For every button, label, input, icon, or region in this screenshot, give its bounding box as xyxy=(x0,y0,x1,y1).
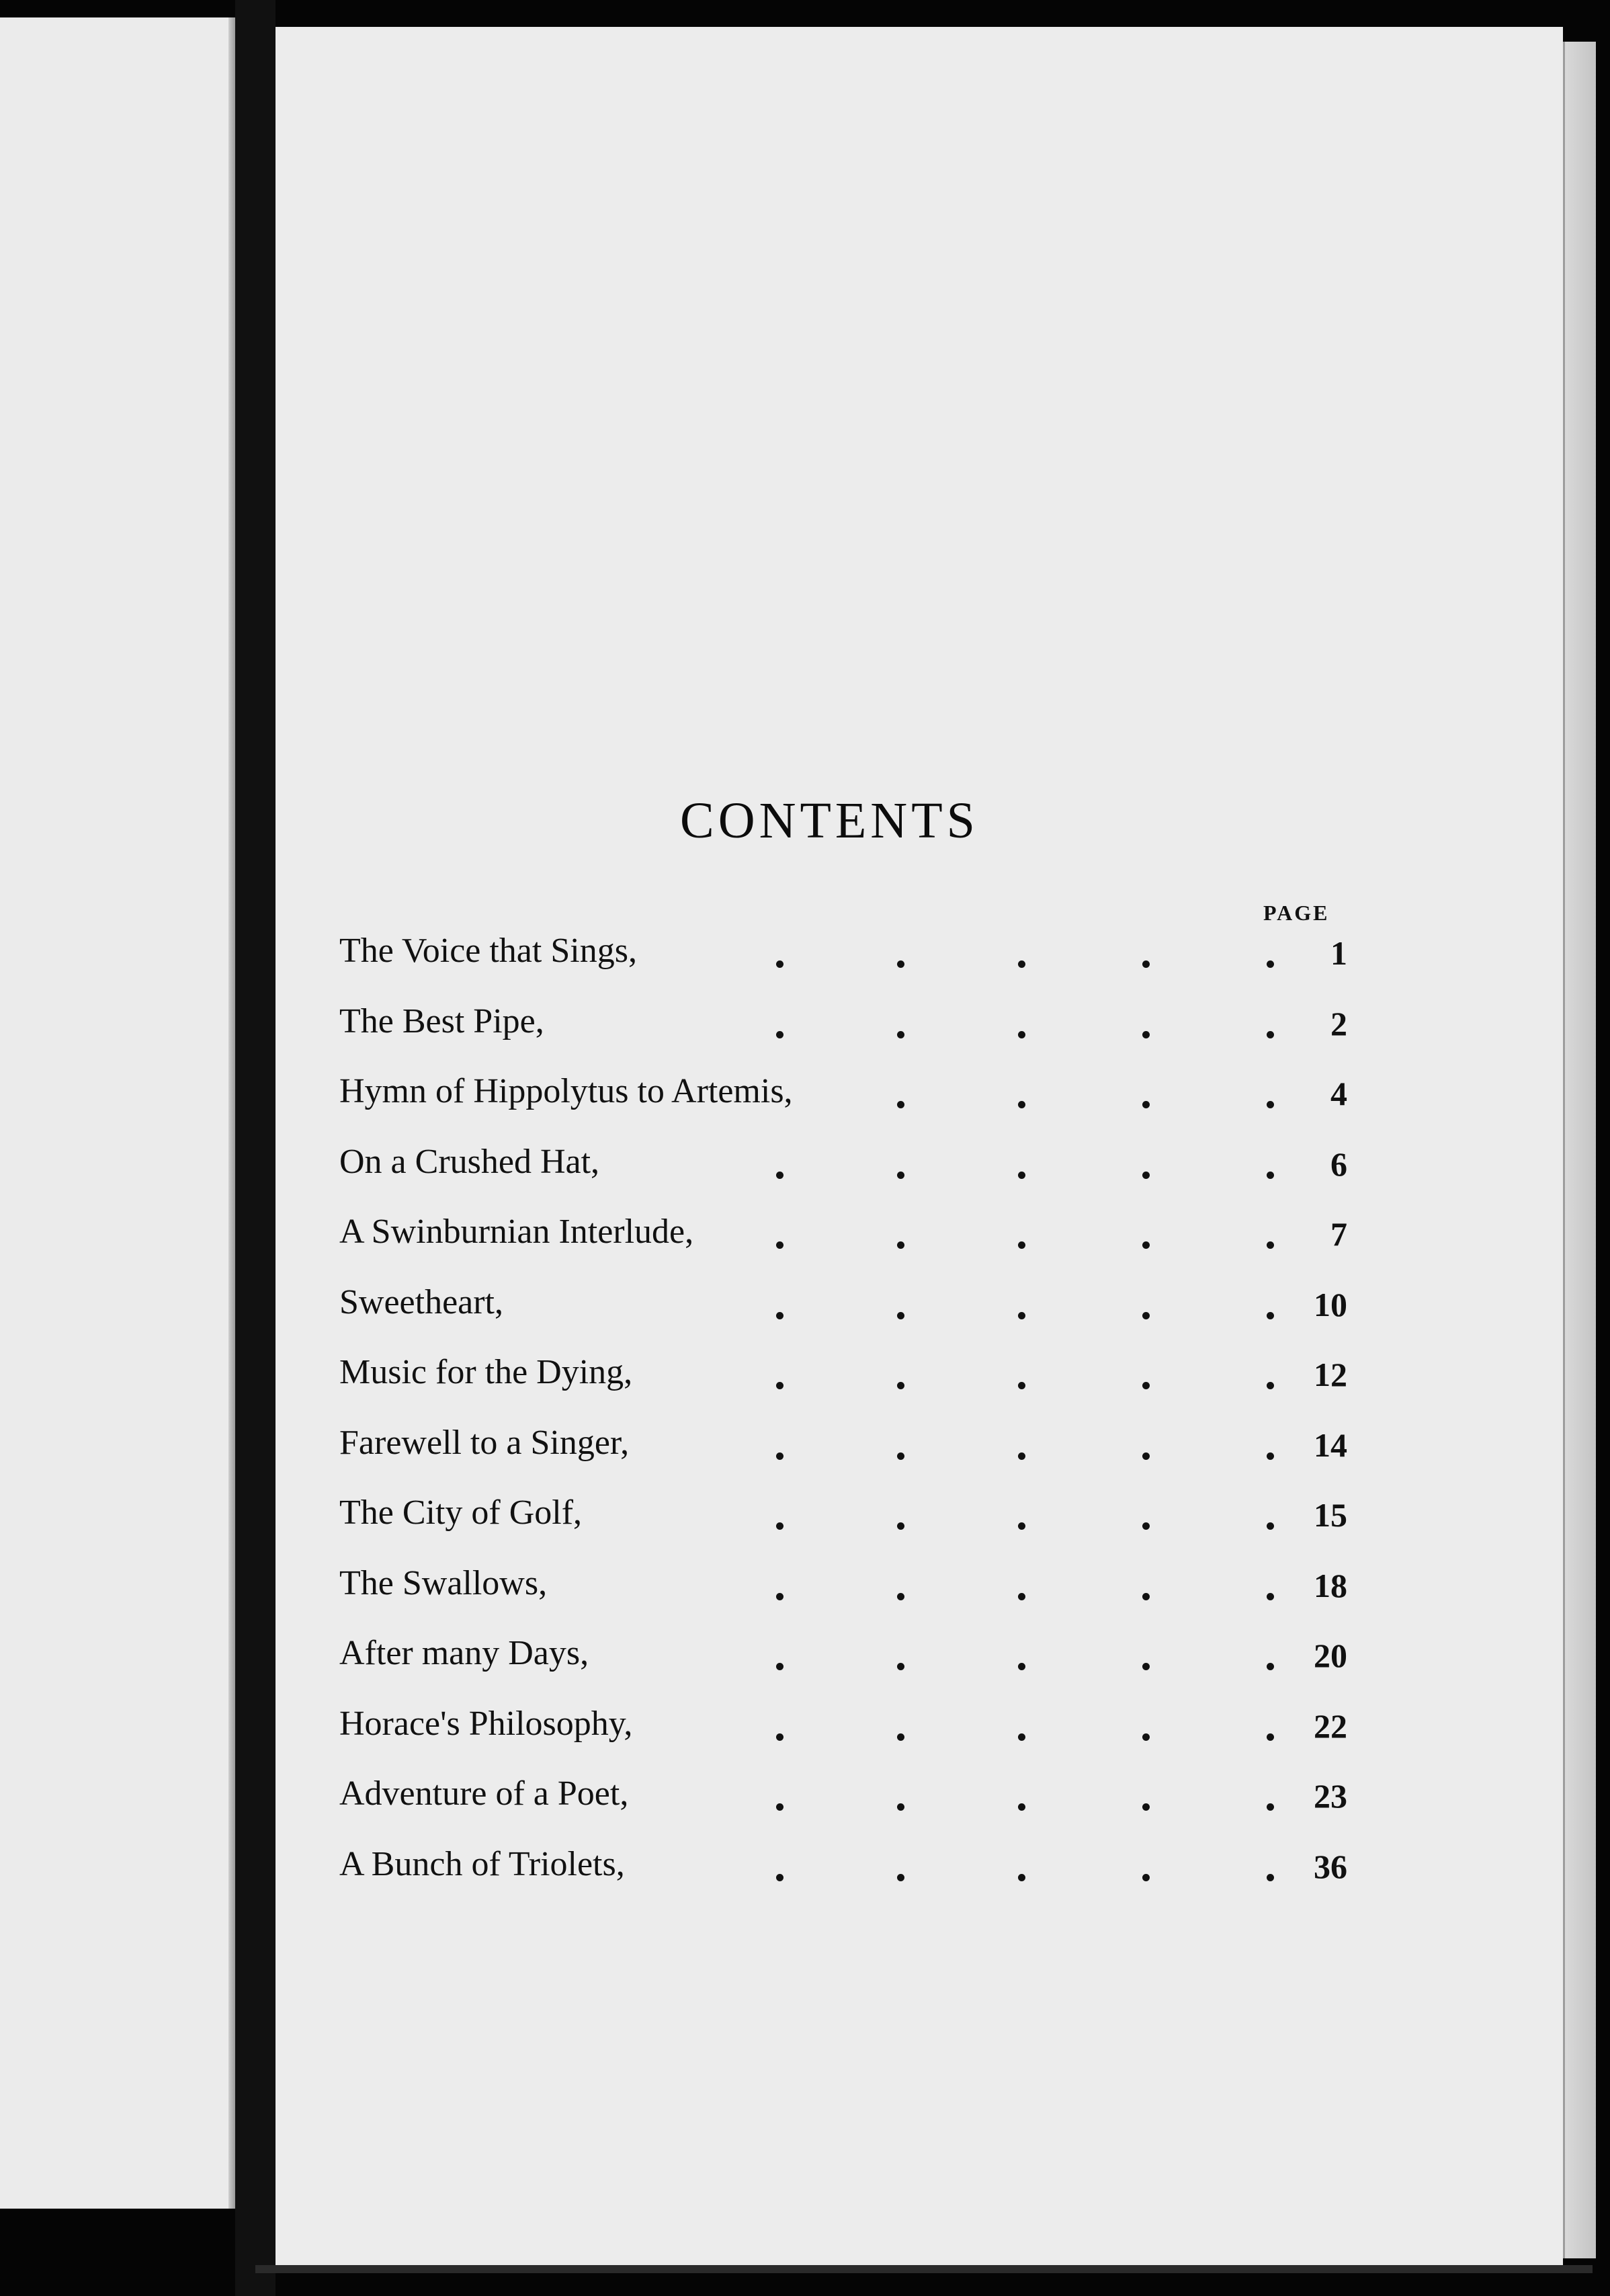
leader-dot xyxy=(1267,1874,1274,1881)
leader-dot xyxy=(1267,1031,1274,1038)
leader-dot xyxy=(1267,960,1274,968)
toc-entry xyxy=(339,1212,1347,1266)
leader-dot xyxy=(1018,1803,1025,1811)
contents-heading: CONTENTS xyxy=(680,792,979,849)
leader-dot xyxy=(1142,1733,1150,1741)
leader-dot xyxy=(1018,1241,1025,1249)
toc-entry xyxy=(339,1633,1347,1687)
toc-entry-title: Music for the Dying, xyxy=(339,1353,633,1391)
toc-entry-page: 15 xyxy=(1314,1496,1347,1534)
leader-dot xyxy=(1267,1663,1274,1670)
leader-dot xyxy=(1142,1172,1150,1179)
toc-entry-page: 4 xyxy=(1330,1075,1347,1112)
leader-dot xyxy=(776,1031,783,1038)
leader-dot xyxy=(897,1382,904,1389)
leader-dot xyxy=(1142,1241,1150,1249)
leader-dot xyxy=(776,1312,783,1319)
toc-entry xyxy=(339,1423,1347,1477)
toc-entry xyxy=(339,1001,1347,1055)
toc-entry-title: The City of Golf, xyxy=(339,1493,583,1532)
toc-entry xyxy=(339,1563,1347,1617)
leader-dot xyxy=(776,1382,783,1389)
toc-entry-page: 10 xyxy=(1314,1286,1347,1323)
leader-dot xyxy=(897,1241,904,1249)
leader-dot xyxy=(776,1241,783,1249)
leader-dot xyxy=(1267,1101,1274,1108)
toc-entry-page: 36 xyxy=(1314,1848,1347,1885)
toc-entry xyxy=(339,1282,1347,1336)
leader-dot xyxy=(1267,1241,1274,1249)
leader-dot xyxy=(1142,1593,1150,1600)
toc-entry xyxy=(339,1071,1347,1125)
toc-entry xyxy=(339,1352,1347,1406)
leader-dot xyxy=(1142,1031,1150,1038)
toc-entry-title: The Swallows, xyxy=(339,1564,548,1602)
toc-entry-title: After many Days, xyxy=(339,1634,589,1672)
toc-entry-title: The Voice that Sings, xyxy=(339,932,637,970)
toc-entry-page: 6 xyxy=(1330,1145,1347,1183)
leader-dot xyxy=(776,1593,783,1600)
leader-dot xyxy=(897,1803,904,1811)
toc-entry-page: 2 xyxy=(1330,1005,1347,1042)
toc-entry xyxy=(339,1704,1347,1758)
leader-dot xyxy=(897,1312,904,1319)
leader-dot xyxy=(1267,1522,1274,1530)
leader-dot xyxy=(897,1733,904,1741)
leader-dot xyxy=(1142,1874,1150,1881)
toc-entry-title: On a Crushed Hat, xyxy=(339,1143,600,1181)
toc-entry-title: Adventure of a Poet, xyxy=(339,1774,629,1813)
leader-dot xyxy=(776,1172,783,1179)
leader-dot xyxy=(897,1031,904,1038)
toc-entry-page: 12 xyxy=(1314,1356,1347,1393)
leader-dot xyxy=(1267,1312,1274,1319)
toc-entry-page: 7 xyxy=(1330,1215,1347,1253)
leader-dot xyxy=(1267,1803,1274,1811)
leader-dot xyxy=(1018,1452,1025,1460)
toc-entry-page: 22 xyxy=(1314,1707,1347,1745)
leader-dot xyxy=(1018,1312,1025,1319)
toc-entry-title: The Best Pipe, xyxy=(339,1002,544,1040)
leader-dot xyxy=(1267,1172,1274,1179)
leader-dot xyxy=(1142,1803,1150,1811)
toc-entry xyxy=(339,1142,1347,1196)
leader-dot xyxy=(1142,1452,1150,1460)
leader-dot xyxy=(776,1663,783,1670)
leader-dot xyxy=(1018,1593,1025,1600)
leader-dot xyxy=(1018,1382,1025,1389)
leader-dot xyxy=(1267,1452,1274,1460)
toc-entry-page: 20 xyxy=(1314,1637,1347,1674)
leader-dot xyxy=(1142,1101,1150,1108)
leader-dot xyxy=(1018,960,1025,968)
leader-dot xyxy=(1142,1522,1150,1530)
leader-dot xyxy=(776,960,783,968)
leader-dot xyxy=(1018,1874,1025,1881)
leader-dot xyxy=(897,1874,904,1881)
leader-dot xyxy=(897,1172,904,1179)
leader-dot xyxy=(1018,1663,1025,1670)
toc-entry xyxy=(339,931,1347,985)
toc-entry-page: 14 xyxy=(1314,1426,1347,1464)
leader-dot xyxy=(1142,1312,1150,1319)
toc-entry xyxy=(339,1493,1347,1547)
toc-entry xyxy=(339,1844,1347,1898)
leader-dot xyxy=(1018,1522,1025,1530)
leader-dot xyxy=(897,1101,904,1108)
leader-dot xyxy=(1018,1172,1025,1179)
toc-entry-page: 18 xyxy=(1314,1567,1347,1604)
leader-dot xyxy=(776,1733,783,1741)
leader-dot xyxy=(897,960,904,968)
page-column-label: PAGE xyxy=(1263,901,1330,925)
toc-entry-title: Hymn of Hippolytus to Artemis, xyxy=(339,1072,793,1110)
toc-entry-title: A Bunch of Triolets, xyxy=(339,1845,625,1883)
leader-dot xyxy=(776,1522,783,1530)
leader-dot xyxy=(897,1522,904,1530)
leader-dot xyxy=(776,1452,783,1460)
leader-dot xyxy=(1267,1593,1274,1600)
toc-entry-title: A Swinburnian Interlude, xyxy=(339,1213,694,1251)
leader-dot xyxy=(1142,1382,1150,1389)
toc-entry xyxy=(339,1774,1347,1828)
leader-dot xyxy=(1267,1733,1274,1741)
leader-dot xyxy=(897,1593,904,1600)
leader-dot xyxy=(1142,1663,1150,1670)
toc-entry-title: Farewell to a Singer, xyxy=(339,1424,630,1462)
leader-dot xyxy=(776,1803,783,1811)
leader-dot xyxy=(1267,1382,1274,1389)
toc-entry-page: 23 xyxy=(1314,1777,1347,1815)
leader-dot xyxy=(1142,960,1150,968)
toc-entry-title: Sweetheart, xyxy=(339,1283,504,1321)
toc-entry-page: 1 xyxy=(1330,934,1347,972)
leader-dot xyxy=(897,1452,904,1460)
toc-entry-title: Horace's Philosophy, xyxy=(339,1705,633,1743)
leader-dot xyxy=(1018,1031,1025,1038)
leader-dot xyxy=(1018,1733,1025,1741)
leader-dot xyxy=(1018,1101,1025,1108)
leader-dot xyxy=(776,1874,783,1881)
leader-dot xyxy=(897,1663,904,1670)
